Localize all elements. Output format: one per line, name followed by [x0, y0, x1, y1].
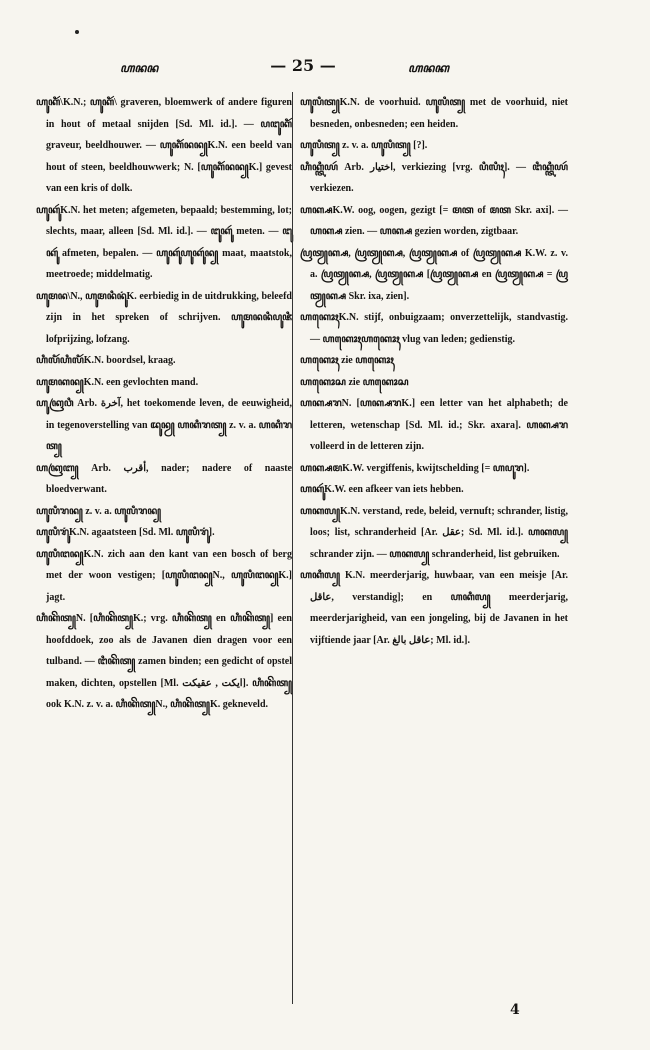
dictionary-entry: ꦲꦏꦭ꧀K.N. verstand, rede, beleid, vernuft; schrander, listig, loos; list, schranderheid [Ar. عقل; Sd. Ml. id.]. ꦲꦏꦭ꧀ schrander zijn. — ꦲꦏꦭ꧀ schranderheid, list gebruiken. [300, 505, 568, 560]
dictionary-entry: ꦲꦏꦶꦭ꧀ K.N. meerderjarig, huwbaar, van een meisje [Ar. عاقل, verstandig]; en ꦲꦏꦶꦭ꧀ meerderjarig, meerderjarigheid, van een jongeling, bij de Javanen in het vijftiende jaar [Ar. عاقل بالغ; Ml. id.]. [300, 570, 568, 646]
dictionary-entry: ꦲꦸꦭꦶꦫꦤ꧀ z. v. a. ꦲꦸꦭꦶꦫꦤ꧀ [36, 505, 162, 517]
dictionary-entry: ꦲꦸꦏꦶꦂ\K.N.; ꦲꦸꦏꦶꦂ\ graveren, bloemwerk of andere figuren in hout of metaal snijden [Sd. Ml. id.]. — ꦥꦔꦸꦏꦶꦂ graveur, beeldhouwer. — ꦲꦸꦏꦶꦂꦤꦤ꧀K.N. een beeld van hout of steen, beeldhouwwerk; N. [ꦲꦸꦏꦶꦂꦤꦤ꧀K.] gevest van een kris of dolk. [36, 97, 292, 194]
dictionary-entry: ꦲꦶꦏꦼꦠ꧀N. [ꦲꦶꦏꦼꦠ꧀K.; vrg. ꦲꦶꦏꦼꦠ꧀ en ꦲꦶꦏꦼꦠ꧀] een hoofddoek, zoo als de Javanen dien dragen voor een tulband. — ꦔꦶꦏꦼꦠ꧀ zamen binden; een gedicht of opstel maken, dichten, opstellen [Ml. ايكت , عقيكت]. ꦲꦶꦏꦼꦠ꧀ ook K.N. z. v. a. ꦲꦶꦏꦼꦠ꧀N., ꦲꦶꦏꦼꦠ꧀K. gekneveld. [36, 613, 293, 710]
dictionary-entry: ꦲꦸꦏꦿꦮꦶ Arb. آخرة, het toekomende leven, de eeuwigheid, in tegenoverstelling van ꦢꦸꦤꦾ ꦲꦏꦶꦫꦠ꧀ z. v. a. ꦲꦏꦶꦫꦠ꧀ [36, 398, 292, 452]
ink-dot [75, 30, 79, 34]
dictionary-entry: ꦲꦶꦏ꧀ꦠꦶꦪꦂ Arb. اختيار, verkiezing [vrg. ꦥꦶꦭꦶꦃ]. — ꦔꦶꦏ꧀ꦠꦶꦪꦂ verkiezen. [300, 161, 568, 194]
right-column [300, 92, 568, 651]
left-column [36, 92, 292, 716]
dictionary-entry: ꦲꦏꦸꦂK.W. een afkeer van iets hebben. [300, 484, 464, 495]
header-right-catchword: ꦲꦤꦏ [408, 61, 449, 75]
dictionary-entry: ꦲꦏꦺꦴꦃK.N. stijf, onbuigzaam; onverzettelijk, standvastig. — ꦲꦏꦺꦴꦃꦲꦏꦺꦴꦃ vlug van leden; gedienstig. [300, 312, 568, 345]
dictionary-entry: ꦲꦸꦭꦶꦠ꧀K.N. de voorhuid. ꦲꦸꦭꦶꦠ꧀ met de voorhuid, niet besneden, onbesneden; een heiden. [300, 97, 568, 130]
dictionary-entry: ꦲꦸꦏꦸꦂK.N. het meten; afgemeten, bepaald; bestemming, lot; slechts, maar, alleen [Sd. Ml. id.]. — ꦔꦸꦏꦸꦂ meten. — ꦔꦸꦏꦸꦂ afmeten, bepalen. — ꦲꦸꦏꦸꦂꦲꦸꦏꦸꦂꦤ꧀ maat, maatstok, meetroede; middelmatig. [36, 204, 292, 280]
dictionary-entry: ꦲꦸꦭꦶꦫꦸꦁK.N. agaatsteen [Sd. Ml. ꦲꦸꦭꦶꦫꦸꦁ]. [36, 527, 215, 538]
dictionary-entry: ꦲꦏꦺꦴꦃ zie ꦲꦏꦺꦴꦃ [300, 355, 394, 366]
column-divider [292, 92, 293, 1004]
dictionary-entry: ꦲꦸꦭꦶꦔꦤ꧀K.N. zich aan den kant van een bosch of berg met der woon vestigen; [ꦲꦸꦭꦶꦔꦤ꧀N., ꦲꦸꦭꦶꦔꦤ꧀K.] jagt. [36, 548, 292, 603]
dictionary-entry: ꦲꦸꦩꦤ\N., ꦲꦸꦩꦤꦶꦤꦸꦁK. eerbiedig in de uitdrukking, beleefd zijn in het spreken of schrijven. ꦲꦸꦩꦤꦤꦶꦥꦸꦗꦶ lofprijzing, lofzang. [36, 290, 292, 345]
dictionary-entry: ꦲꦏꦿꦧ꧀ Arb. أقرب, nader; nadere of naaste bloedverwant. [36, 462, 292, 495]
signature-mark: 4 [510, 1002, 520, 1018]
running-header [0, 56, 650, 80]
dictionary-entry: ꦲꦏ꧀ꦱꦫN. [ꦲꦏ꧀ꦱꦫK.] een letter van het alphabeth; de letteren, wetenschap [Sd. Ml. id.; Skr. axara]. ꦲꦏ꧀ꦱꦫ volleerd in de letteren zijn. [300, 398, 568, 452]
dictionary-entry: ꦲꦏ꧀ꦱK.W. oog, oogen, gezigt [= ꦩꦠ of ꦩꦠ Skr. axi]. — ꦲꦏ꧀ꦱ zien. — ꦲꦏ꧀ꦱ gezien worden, zigtbaar. [300, 204, 568, 237]
dictionary-entry: ꦲꦸꦭꦶꦠ꧀ z. v. a. ꦲꦸꦭꦶꦠ꧀ [?]. [300, 140, 428, 151]
dictionary-entry: ꦲꦏ꧀ꦱꦩK.W. vergiffenis, kwijtschelding [= ꦲꦥꦸꦫ]. [300, 462, 530, 474]
dictionary-entry: ꦲꦏꦺꦴꦱ zie ꦲꦏꦺꦴꦱ [300, 376, 409, 388]
header-left-catchword: ꦲꦤꦤ [120, 61, 159, 75]
page-number: — 25 — [270, 56, 336, 75]
dictionary-entry: ꦲꦸꦩꦏꦤ꧀K.N. een gevlochten mand. [36, 376, 199, 388]
dictionary-entry: ꦲꦶꦭꦶꦂꦲꦶꦭꦶꦂK.N. boordsel, kraag. [36, 355, 176, 366]
dictionary-entry: ꦥꦿꦠꦾꦏ꧀ꦱ, ꦥꦿꦠꦾꦏ꧀ꦱ, ꦥꦿꦠꦾꦏ꧀ꦱ of ꦥꦿꦠꦾꦏ꧀ꦱ K.W. z. v. a. ꦥꦿꦠꦾꦏ꧀ꦱ, ꦥꦿꦠꦾꦏ꧀ꦱ [ꦥꦿꦠꦾꦏ꧀ꦱ en ꦥꦿꦠꦾꦏ꧀ꦱ = ꦥꦿꦠꦾꦏ꧀ꦱ Skr. ixa, zien]. [300, 247, 568, 302]
